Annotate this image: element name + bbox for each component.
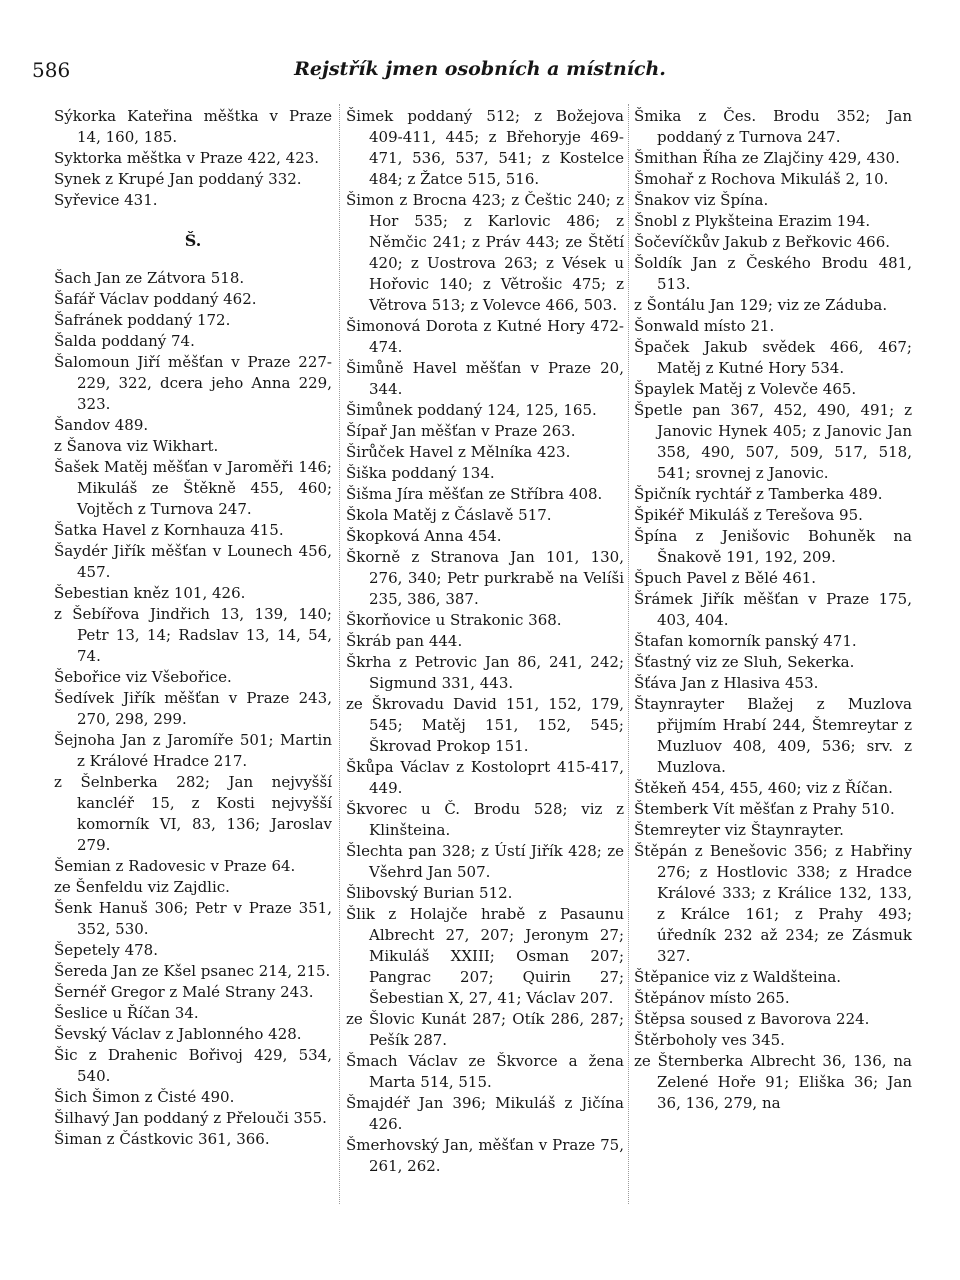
index-entry: ze Šenfeldu viz Zajdlic. [54,878,230,896]
index-entry: Širůček Havel z Mělníka 423. [346,443,571,461]
index-entry: ze Šlovic Kunát 287; Otík 286, 287; Pešík 287. [346,1010,624,1049]
index-entry: Štěpanice viz z Waldšteina. [634,968,842,986]
index-entry: Šmika z Čes. Brodu 352; Jan poddaný z Turnova 247. [634,107,912,146]
index-entry: Šereda Jan ze Kšel psanec 214, 215. [54,962,331,980]
index-entry: Šrámek Jiřík měšťan v Praze 175, 403, 404. [634,590,912,629]
index-entry: Šatka Havel z Kornhauza 415. [54,521,284,539]
index-entry: Štěpsa soused z Bavorova 224. [634,1010,870,1028]
index-entry: Šimon z Brocna 423; z Češtic 240; z Hor 535; z Karlovic 486; z Němčic 241; z Práv 443; ze Štětí 420; z Uostrova 263; z Vések u Hořovic 140; z Větrošic 475; z Větrova 513; z Volevce 466, 503. [346,191,624,314]
index-entry: Šmohař z Rochova Mikuláš 2, 10. [634,170,889,188]
index-column-middle [346,106,624,1177]
index-entry: Syktorka měštka v Praze 422, 423. [54,149,320,167]
index-entry: Škola Matěj z Čáslavě 517. [346,506,552,524]
index-entry: Škůpa Václav z Kostoloprt 415-417, 449. [346,758,624,797]
index-entry: Šlik z Holajče hrabě z Pasaunu Albrecht 27, 207; Jeronym 27; Mikuláš XXIII; Osman 207; Pangrac 207; Quirin 27; Šebestian X, 27, 41; Václav 207. [346,905,624,1007]
index-entry: Šťáva Jan z Hlasiva 453. [634,674,819,692]
index-entry: Štafan komorník panský 471. [634,632,857,650]
index-column-right [634,106,912,1114]
index-entry: Škráb pan 444. [346,632,463,650]
index-entry: Šimek poddaný 512; z Božejova 409-411, 445; z Břehoryje 469-471, 536, 537, 541; z Kostelce 484; z Žatce 515, 516. [346,107,624,188]
index-entry: Škopková Anna 454. [346,527,502,545]
index-entry: z Šanova viz Wikhart. [54,437,219,455]
index-entry: Škorňovice u Strakonic 368. [346,611,562,629]
index-entry: z Šebířova Jindřich 13, 139, 140; Petr 13, 14; Radslav 13, 14, 54, 74. [54,605,332,665]
index-entry: Šepetely 478. [54,941,158,959]
index-entry: Šimonová Dorota z Kutné Hory 472-474. [346,317,624,356]
index-entry: Šlechta pan 328; z Ústí Jiřík 428; ze Všehrd Jan 507. [346,842,624,881]
index-entry: Šnakov viz Špína. [634,191,769,209]
index-entry: Špína z Jenišovic Bohuněk na Šnakově 191, 192, 209. [634,527,912,566]
page-number: 586 [32,58,71,82]
index-entry: Šebořice viz Všebořice. [54,668,232,686]
index-entry: Šeslice u Říčan 34. [54,1004,199,1022]
index-column-left [54,106,332,1150]
section-heading: Š. [184,231,202,250]
index-entry: Šoldík Jan z Českého Brodu 481, 513. [634,254,912,293]
index-entry: z Šontálu Jan 129; viz ze Záduba. [634,296,888,314]
index-entry: Šimůnek poddaný 124, 125, 165. [346,401,597,419]
index-entry: ze Šternberka Albrecht 36, 136, na Zelené Hoře 91; Eliška 36; Jan 36, 136, 279, na [634,1052,912,1112]
index-entry: Šebestian kněz 101, 426. [54,584,246,602]
index-entry: Špaylek Matěj z Volevče 465. [634,380,857,398]
index-entry: Šejnoha Jan z Jaromíře 501; Martin z Králové Hradce 217. [54,731,332,770]
index-entry: Štemreyter viz Štaynrayter. [634,821,844,839]
index-entry: Špikéř Mikuláš z Terešova 95. [634,506,863,524]
index-entry: Šilhavý Jan poddaný z Přelouči 355. [54,1109,327,1127]
index-entry: Synek z Krupé Jan poddaný 332. [54,170,302,188]
index-entry: Šernéř Gregor z Malé Strany 243. [54,983,314,1001]
index-entry: Šišma Jíra měšťan ze Stříbra 408. [346,485,603,503]
index-entry: Štěkeň 454, 455, 460; viz z Říčan. [634,779,893,797]
index-entry: Šonwald místo 21. [634,317,775,335]
index-entry: Šočevíčkův Jakub z Beřkovic 466. [634,233,891,251]
index-entry: Škvorec u Č. Brodu 528; viz z Klinšteina. [346,800,624,839]
index-entry: Šemian z Radovesic v Praze 64. [54,857,296,875]
index-entry: Šich Šimon z Čisté 490. [54,1088,235,1106]
index-entry: Šmithan Říha ze Zlajčiny 429, 430. [634,149,900,167]
index-entry: Šalomoun Jiří měšťan v Praze 227-229, 322, dcera jeho Anna 229, 323. [54,353,332,413]
index-entry: Škrha z Petrovic Jan 86, 241, 242; Sigmund 331, 443. [346,653,624,692]
index-entry: Šach Jan ze Zátvora 518. [54,269,245,287]
index-entry: Štemberk Vít měšťan z Prahy 510. [634,800,895,818]
index-entry: Štěpánov místo 265. [634,989,790,1007]
index-entry: Šašek Matěj měšťan v Jaroměři 146; Mikuláš ze Štěkně 455, 460; Vojtěch z Turnova 247. [54,458,332,518]
index-entry: Šenk Hanuš 306; Petr v Praze 351, 352, 530. [54,899,332,938]
index-entry: Šiška poddaný 134. [346,464,495,482]
index-entry: Šafář Václav poddaný 462. [54,290,257,308]
index-entry: Šafránek poddaný 172. [54,311,231,329]
index-entry: Šiman z Částkovic 361, 366. [54,1130,270,1148]
index-entry: Špetle pan 367, 452, 490, 491; z Janovic Hynek 405; z Janovic Jan 358, 490, 507, 509, 517, 518, 541; srovnej z Janovic. [634,401,912,482]
index-entry: Syřevice 431. [54,191,158,209]
index-entry: Šalda poddaný 74. [54,332,195,350]
index-entry: Šnobl z Plykšteina Erazim 194. [634,212,871,230]
index-entry: Šmach Václav ze Škvorce a žena Marta 514, 515. [346,1052,624,1091]
index-entry: Štěrboholy ves 345. [634,1031,785,1049]
index-entry: Štaynrayter Blažej z Muzlova přijmím Hrabí 244, Štemreytar z Muzluov 408, 409, 536; srv. z Muzlova. [634,695,912,776]
running-title: Rejstřík jmen osobních a místních. [294,58,666,80]
index-entry: Sýkorka Kateřina měštka v Praze 14, 160, 185. [54,107,332,146]
index-entry: Špuch Pavel z Bělé 461. [634,569,817,587]
index-entry: Šťastný viz ze Sluh, Sekerka. [634,653,855,671]
index-entry: Špaček Jakub svědek 466, 467; Matěj z Kutné Hory 534. [634,338,912,377]
column-divider [339,104,340,1204]
index-entry: Šlibovský Burian 512. [346,884,513,902]
index-entry: Šedívek Jiřík měšťan v Praze 243, 270, 298, 299. [54,689,332,728]
index-entry: Šimůně Havel měšťan v Praze 20, 344. [346,359,624,398]
index-entry: Šmajdéř Jan 396; Mikuláš z Jičína 426. [346,1094,624,1133]
index-entry: Ševský Václav z Jablonného 428. [54,1025,302,1043]
index-entry: Šaydér Jiřík měšťan v Lounech 456, 457. [54,542,332,581]
index-entry: Šandov 489. [54,416,149,434]
index-entry: Šmerhovský Jan, měšťan v Praze 75, 261, 262. [346,1136,624,1175]
index-entry: Škorně z Stranova Jan 101, 130, 276, 340; Petr purkrabě na Velíši 235, 386, 387. [346,548,624,608]
index-entry: z Šelnberka 282; Jan nejvyšší kancléř 15, z Kosti nejvyšší komorník VI, 83, 136; Jaroslav 279. [54,773,332,854]
index-entry: Šic z Drahenic Bořivoj 429, 534, 540. [54,1046,332,1085]
index-entry: Šípař Jan měšťan v Praze 263. [346,422,576,440]
index-entry: Špičník rychtář z Tamberka 489. [634,485,883,503]
index-entry: Štěpán z Benešovic 356; z Habřiny 276; z Hostlovic 338; z Hradce Králové 333; z Králice 132, 133, z Králce 161; z Prahy 493; úředník 232 až 234; ze Zásmuk 327. [634,842,912,965]
page-header [30,58,930,84]
column-divider [628,104,629,1204]
index-entry: ze Škrovadu David 151, 152, 179, 545; Matěj 151, 152, 545; Škrovad Prokop 151. [346,695,624,755]
